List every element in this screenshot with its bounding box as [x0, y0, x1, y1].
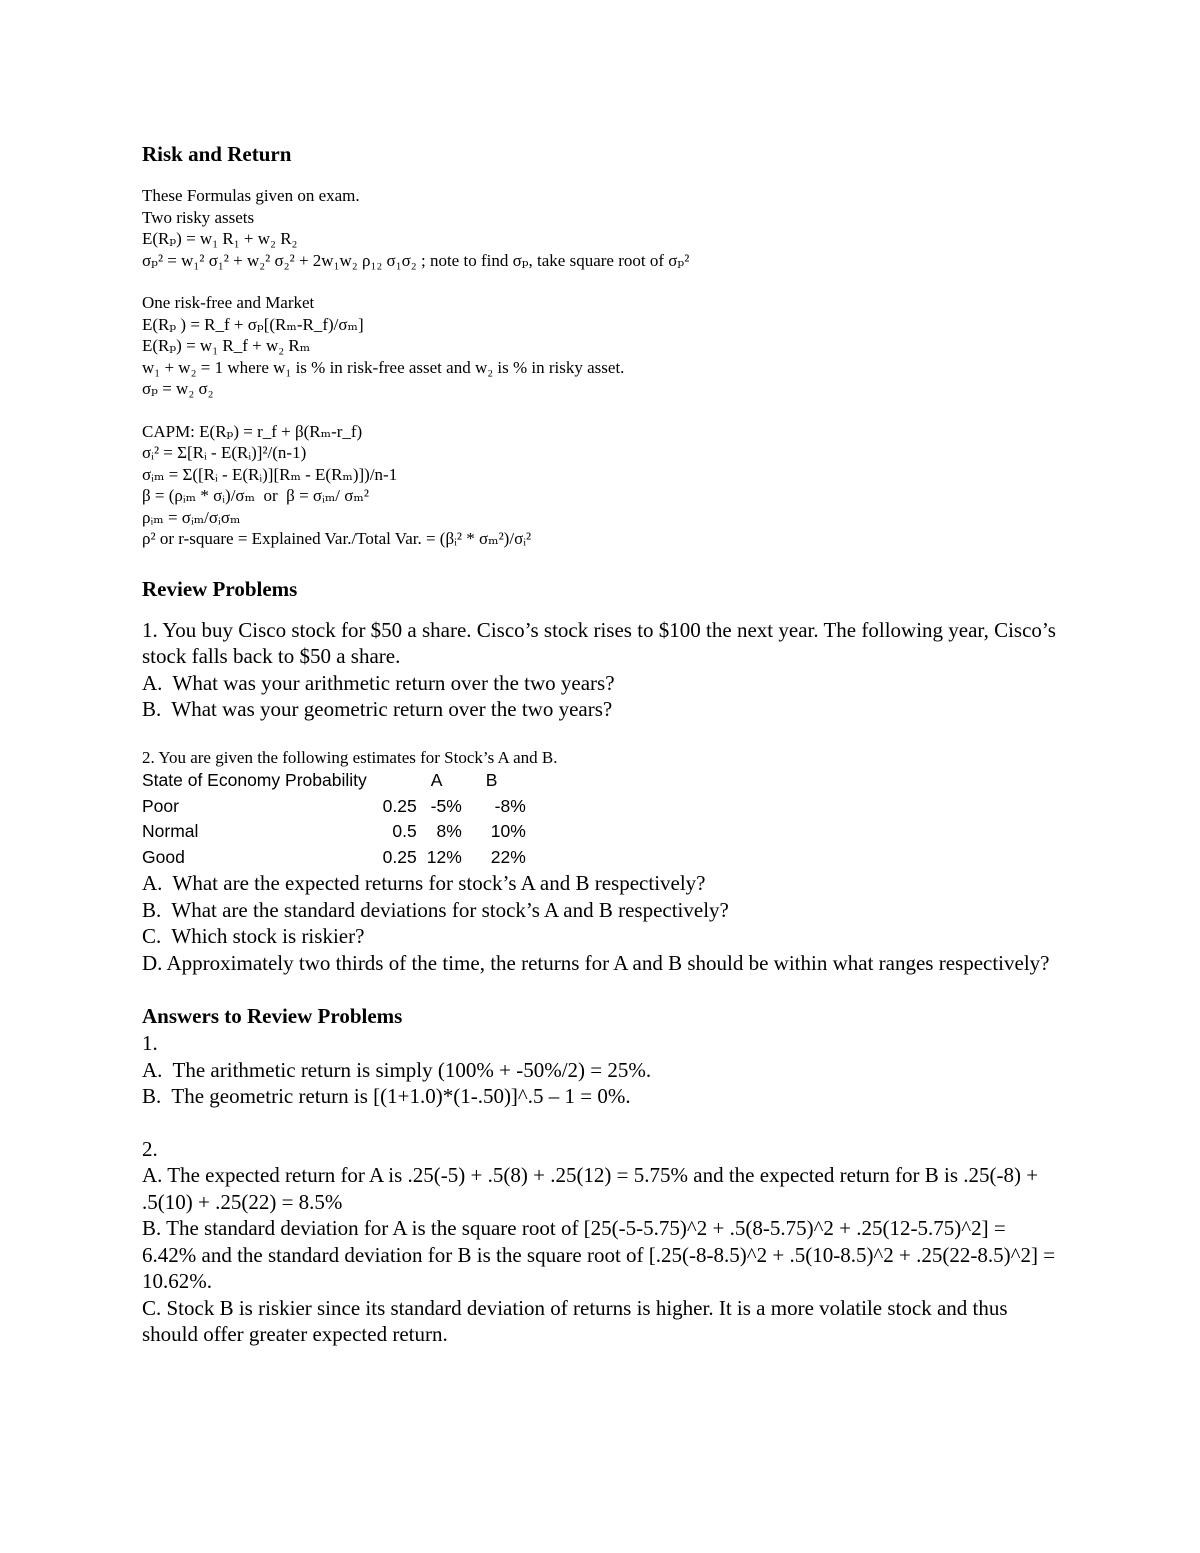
page-title: Risk and Return [142, 142, 292, 166]
formula-line: E(Rₚ) = w₁ R₁ + w₂ R₂ [142, 229, 298, 248]
table-cell: Poor [142, 795, 179, 816]
table-cell: 0.5 [392, 821, 417, 842]
formula-line: σₚ = w₂ σ₂ [142, 379, 214, 398]
table-header-cell: A [430, 770, 443, 791]
formula-line: E(Rₚ) = w₁ R_f + w₂ Rₘ [142, 336, 311, 355]
problem-1-text: 1. You buy Cisco stock for $50 a share. Cisco’s stock rises to $100 the next year. The following year, Cisco’s stock falls back to $50 a share. [142, 617, 1056, 668]
formulas-intro: These Formulas given on exam. [142, 186, 360, 205]
problem-2-text [142, 747, 1062, 769]
formula-line: CAPM: E(Rₚ) = r_f + β(Rₘ-r_f) [142, 421, 363, 441]
problem-2-b: B. What are the standard deviations for stock’s A and B respectively? [142, 897, 729, 922]
answers-section [142, 1030, 1062, 1348]
table-row [142, 845, 526, 871]
table-cell: Normal [142, 821, 199, 842]
formula-line: ρᵢₘ = σᵢₘ/σᵢσₘ [142, 507, 241, 527]
table-cell: Good [142, 846, 185, 867]
formula-line: σᵢ² = Σ[Rᵢ - E(Rᵢ)]²/(n-1) [142, 443, 307, 462]
table-cell: 0.25 [382, 795, 417, 816]
problem-2-intro: 2. You are given the following estimates for Stock’s A and B. [142, 747, 558, 767]
riskfree-heading: One risk-free and Market [142, 293, 315, 312]
document-page [142, 140, 1062, 1348]
table-row [142, 794, 526, 820]
header-probability: Probability [285, 770, 367, 791]
header-state: State of Economy [142, 770, 281, 791]
formulas-section [142, 185, 1062, 550]
problem-2-a: A. What are the expected returns for stock’s A and B respectively? [142, 871, 706, 895]
problem-1-a: A. What was your arithmetic return over the two years? [142, 670, 615, 695]
table-header-cell: B [485, 770, 498, 791]
problem-2-d: D. Approximately two thirds of the time, the returns for A and B should be within what ranges respectively? [142, 950, 1050, 975]
problem-1-b: B. What was your geometric return over the two years? [142, 697, 613, 721]
table-cell: 10% [490, 821, 526, 842]
formula-line: β = (ρᵢₘ * σᵢ)/σₘ or β = σᵢₘ/ σₘ² [142, 486, 369, 505]
table-cell: 12% [426, 846, 462, 867]
answer-1-b: B. The geometric return is [(1+1.0)*(1-.50)]^.5 – 1 = 0%. [142, 1084, 631, 1108]
economy-table [142, 768, 526, 870]
table-header-cell [142, 768, 367, 794]
table-cell: 22% [490, 846, 526, 867]
answer-2-number: 2. [142, 1136, 158, 1161]
formula-line: w₁ + w₂ = 1 where w₁ is % in risk-free asset and w₂ is % in risky asset. [142, 357, 625, 377]
table-header-row [142, 768, 526, 794]
review-problem-2-questions [142, 870, 1062, 976]
review-heading: Review Problems [142, 576, 298, 601]
answer-1-number: 1. [142, 1031, 158, 1055]
table-cell: 8% [436, 821, 462, 842]
table-row [142, 819, 526, 845]
answers-heading: Answers to Review Problems [142, 1004, 403, 1028]
table-header-cell [367, 768, 427, 794]
problem-2-c: C. Which stock is riskier? [142, 924, 365, 948]
table-cell: -8% [494, 795, 526, 816]
answer-2-b: B. The standard deviation for A is the square root of [25(-5-5.75)^2 + .5(8-5.75)^2 + .25(12-5.75)^2] = 6.42% and the standard deviation for B is the square root of [.25(-8-8.5)^2 + .5(10-8.5)^2 + .25(22-8.5)^2] = 10.62%. [142, 1216, 1056, 1293]
formula-line: σₚ² = w₁² σ₁² + w₂² σ₂² + 2w₁w₂ ρ₁₂ σ₁σ₂ ; note to find σₚ, take square root of σₚ² [142, 250, 690, 270]
answer-2-c: C. Stock B is riskier since its standard deviation of returns is higher. It is a more volatile stock and thus should offer greater expected return. [142, 1295, 1008, 1346]
two-risky-heading: Two risky assets [142, 207, 255, 227]
formula-line: E(Rₚ ) = R_f + σₚ[(Rₘ-R_f)/σₘ] [142, 314, 364, 334]
review-problem-1 [142, 617, 1062, 723]
answer-1-a: A. The arithmetic return is simply (100% + -50%/2) = 25%. [142, 1057, 652, 1082]
table-cell: -5% [430, 795, 462, 816]
table-cell: 0.25 [382, 846, 417, 867]
formula-line: σᵢₘ = Σ([Rᵢ - E(Rᵢ)][Rₘ - E(Rₘ)])/n-1 [142, 464, 398, 484]
formula-line: ρ² or r-square = Explained Var./Total Var. = (βᵢ² * σₘ²)/σᵢ² [142, 529, 532, 548]
answer-2-a: A. The expected return for A is .25(-5) + .5(8) + .25(12) = 5.75% and the expected return for B is .25(-8) + .5(10) + .25(22) = 8.5% [142, 1163, 1039, 1214]
